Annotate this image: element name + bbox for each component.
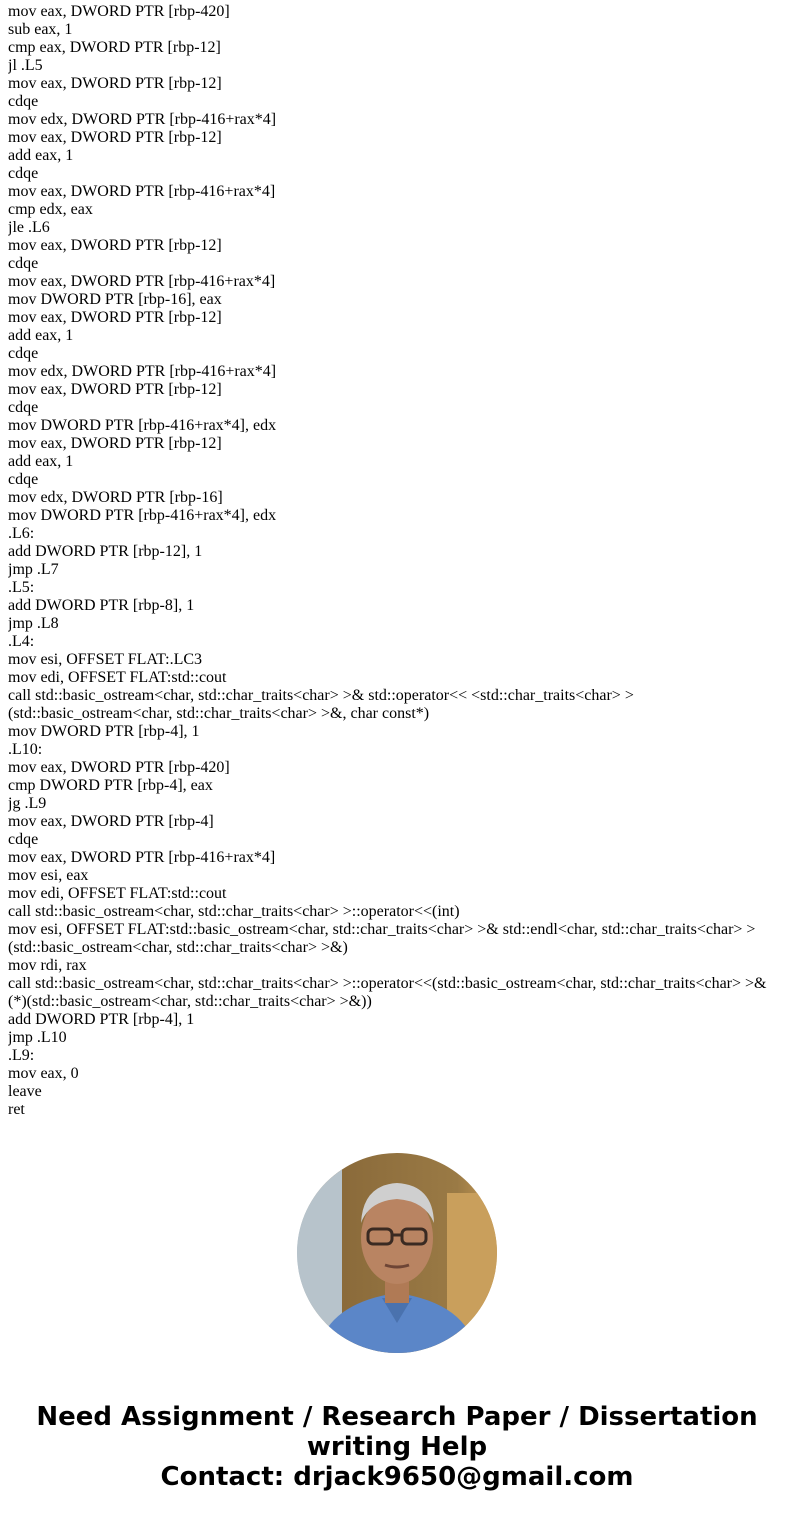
author-photo-avatar: [297, 1153, 497, 1353]
code-line: mov DWORD PTR [rbp-416+rax*4], edx: [8, 507, 277, 524]
code-line: cmp eax, DWORD PTR [rbp-12]: [8, 39, 221, 56]
code-line: mov eax, DWORD PTR [rbp-12]: [8, 309, 222, 326]
code-line: ret: [8, 1101, 25, 1118]
code-line: cdqe: [8, 255, 39, 272]
code-line: mov eax, 0: [8, 1065, 79, 1082]
code-line: mov edi, OFFSET FLAT:std::cout: [8, 669, 227, 686]
code-line: mov eax, DWORD PTR [rbp-416+rax*4]: [8, 273, 276, 290]
code-line: mov edx, DWORD PTR [rbp-416+rax*4]: [8, 363, 277, 380]
code-line: .L6:: [8, 525, 35, 542]
code-line: mov eax, DWORD PTR [rbp-12]: [8, 75, 222, 92]
code-line: add eax, 1: [8, 453, 74, 470]
code-line: cdqe: [8, 93, 39, 110]
code-line: mov eax, DWORD PTR [rbp-12]: [8, 381, 222, 398]
code-line: jmp .L10: [8, 1029, 67, 1046]
code-line: add DWORD PTR [rbp-4], 1: [8, 1011, 195, 1028]
assembly-code-listing: [8, 3, 788, 1122]
code-line: cdqe: [8, 345, 39, 362]
code-line: mov edx, DWORD PTR [rbp-16]: [8, 489, 223, 506]
code-line: jl .L5: [8, 57, 43, 74]
author-portrait-image: [297, 1153, 497, 1353]
code-line: .L5:: [8, 579, 35, 596]
code-line: jmp .L8: [8, 615, 59, 632]
code-line: mov eax, DWORD PTR [rbp-4]: [8, 813, 214, 830]
code-line: cdqe: [8, 471, 39, 488]
code-line: mov rdi, rax: [8, 957, 87, 974]
code-line: add eax, 1: [8, 147, 74, 164]
code-line: call std::basic_ostream<char, std::char_traits<char> >& std::operator<< <std::char_traits<char> >(std::basic_ostream<char, std::char_traits<char> >&, char const*): [8, 687, 634, 722]
code-line: add DWORD PTR [rbp-8], 1: [8, 597, 195, 614]
code-line: mov eax, DWORD PTR [rbp-12]: [8, 435, 222, 452]
code-line: mov DWORD PTR [rbp-4], 1: [8, 723, 200, 740]
footer-contact-banner: [0, 1402, 794, 1492]
code-line: mov eax, DWORD PTR [rbp-12]: [8, 237, 222, 254]
code-line: add eax, 1: [8, 327, 74, 344]
code-line: mov eax, DWORD PTR [rbp-420]: [8, 3, 230, 20]
code-line: .L9:: [8, 1047, 35, 1064]
code-line: cdqe: [8, 831, 39, 848]
code-line: mov esi, OFFSET FLAT:std::basic_ostream<char, std::char_traits<char> >& std::endl<char, std::char_traits<char> >(std::basic_ostream<char, std::char_traits<char> >&): [8, 921, 756, 956]
code-line: jmp .L7: [8, 561, 59, 578]
code-line: mov eax, DWORD PTR [rbp-416+rax*4]: [8, 183, 276, 200]
code-line: mov eax, DWORD PTR [rbp-12]: [8, 129, 222, 146]
code-line: call std::basic_ostream<char, std::char_traits<char> >::operator<<(std::basic_ostream<char, std::char_traits<char> >& (*)(std::basic_ostream<char, std::char_traits<char> >&)): [8, 975, 771, 1010]
code-line: mov esi, eax: [8, 867, 89, 884]
code-line: mov DWORD PTR [rbp-16], eax: [8, 291, 222, 308]
code-line: mov eax, DWORD PTR [rbp-416+rax*4]: [8, 849, 276, 866]
code-line: cdqe: [8, 165, 39, 182]
code-line: call std::basic_ostream<char, std::char_traits<char> >::operator<<(int): [8, 903, 460, 920]
code-line: mov edi, OFFSET FLAT:std::cout: [8, 885, 227, 902]
code-line: leave: [8, 1083, 42, 1100]
code-line: cdqe: [8, 399, 39, 416]
code-line: mov eax, DWORD PTR [rbp-420]: [8, 759, 230, 776]
code-line: cmp DWORD PTR [rbp-4], eax: [8, 777, 213, 794]
footer-contact-email[interactable]: Contact: drjack9650@gmail.com: [160, 1462, 634, 1492]
code-line: .L10:: [8, 741, 43, 758]
footer-help-text: Need Assignment / Research Paper / Dissertation writing Help: [36, 1402, 758, 1462]
code-line: mov edx, DWORD PTR [rbp-416+rax*4]: [8, 111, 277, 128]
code-line: mov esi, OFFSET FLAT:.LC3: [8, 651, 203, 668]
code-line: add DWORD PTR [rbp-12], 1: [8, 543, 203, 560]
code-line: sub eax, 1: [8, 21, 73, 38]
code-line: mov DWORD PTR [rbp-416+rax*4], edx: [8, 417, 277, 434]
code-line: jg .L9: [8, 795, 47, 812]
code-line: jle .L6: [8, 219, 50, 236]
code-line: cmp edx, eax: [8, 201, 93, 218]
code-line: .L4:: [8, 633, 35, 650]
